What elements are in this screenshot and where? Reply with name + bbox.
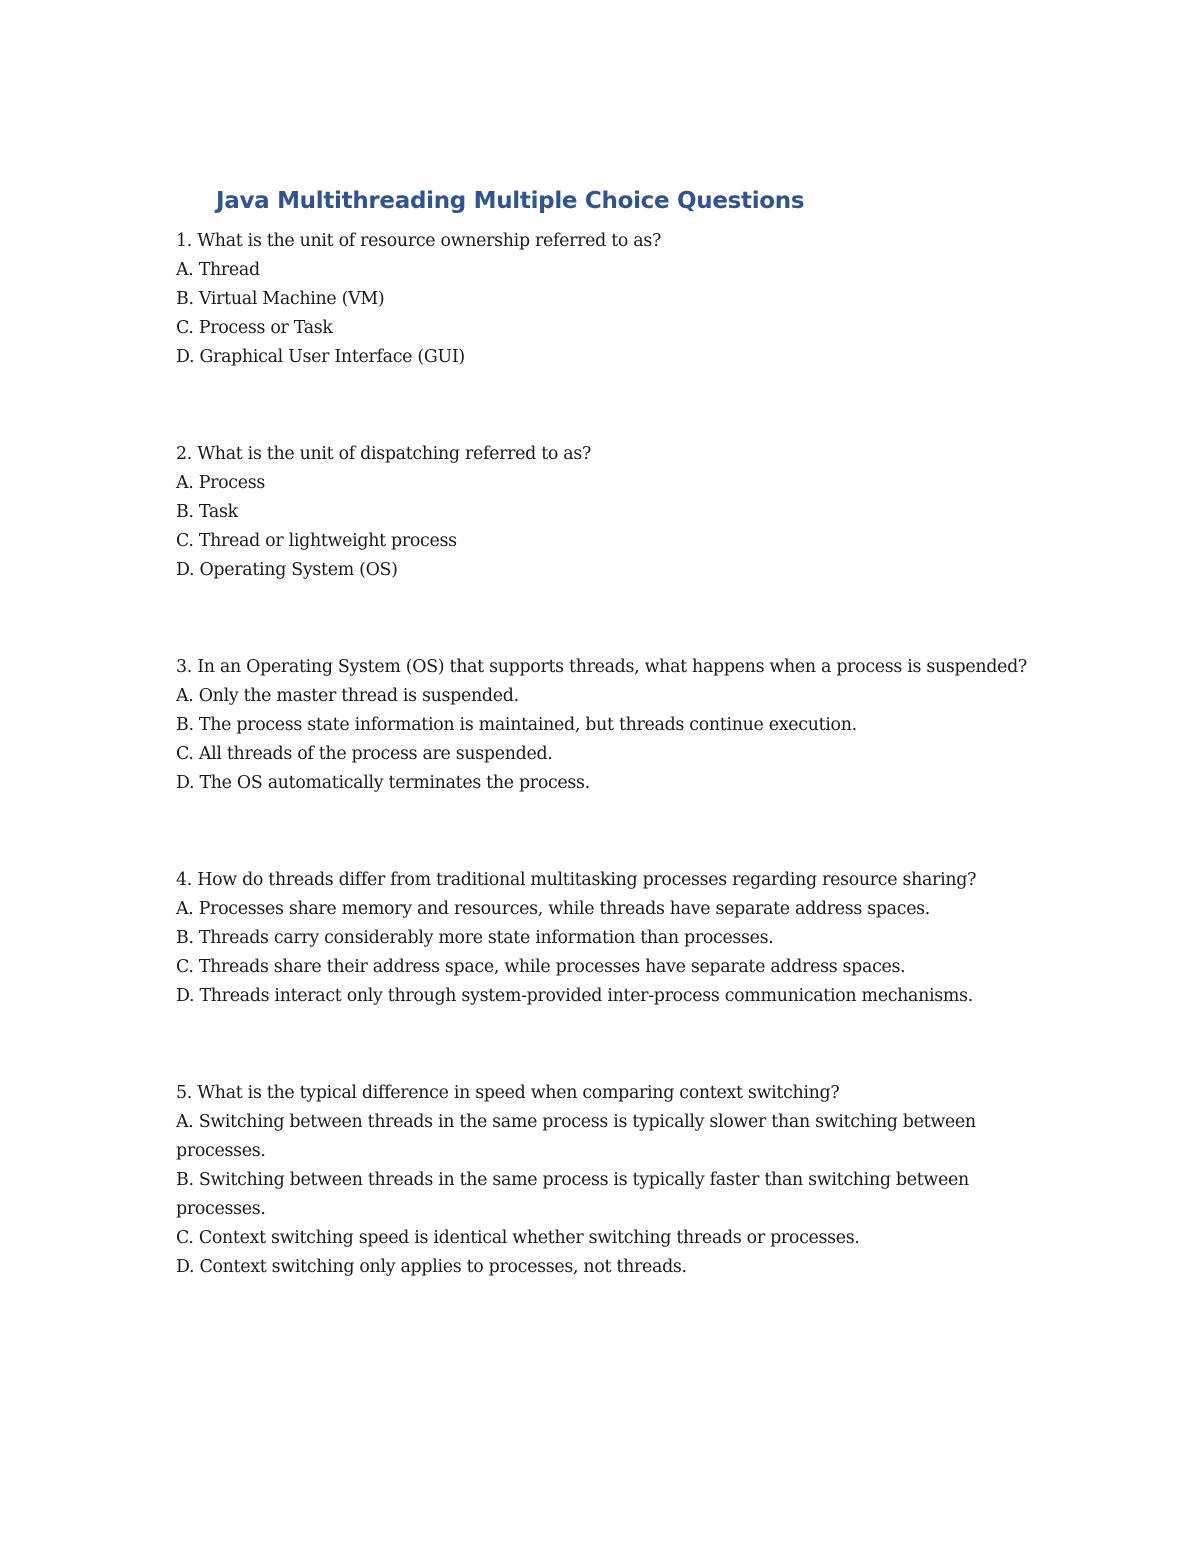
answer-option: C. Thread or lightweight process [176,531,457,551]
answer-option: C. Process or Task [176,318,333,338]
answer-option: D. Graphical User Interface (GUI) [176,347,465,367]
question-block [176,1079,1036,1282]
answer-option: D. Operating System (OS) [176,560,398,580]
question-text: 3. In an Operating System (OS) that supports threads, what happens when a process is suspended? [176,657,1027,677]
answer-option: D. Threads interact only through system-provided inter-process communication mechanisms. [176,986,973,1006]
answer-option: A. Thread [176,260,260,280]
question-block [176,866,1036,1011]
answer-option: A. Process [176,473,265,493]
answer-option: C. Context switching speed is identical whether switching threads or processes. [176,1228,860,1248]
answer-option: B. Task [176,502,238,522]
question-list [176,227,1036,1282]
answer-option: B. Threads carry considerably more state information than processes. [176,928,774,948]
question-text: 5. What is the typical difference in speed when comparing context switching? [176,1083,840,1103]
answer-option: D. The OS automatically terminates the process. [176,773,590,793]
answer-option: A. Processes share memory and resources, while threads have separate address spaces. [176,899,931,919]
answer-option: A. Switching between threads in the same process is typically slower than switching between processes. [176,1112,976,1161]
question-block [176,653,1036,798]
question-text: 4. How do threads differ from traditional multitasking processes regarding resource sharing? [176,870,977,890]
question-block [176,440,1036,585]
question-text: 1. What is the unit of resource ownership referred to as? [176,231,662,251]
answer-option: C. All threads of the process are suspended. [176,744,553,764]
answer-option: D. Context switching only applies to processes, not threads. [176,1257,687,1277]
answer-option: C. Threads share their address space, while processes have separate address spaces. [176,957,906,977]
answer-option: B. The process state information is maintained, but threads continue execution. [176,715,857,735]
answer-option: B. Virtual Machine (VM) [176,289,385,309]
answer-option: B. Switching between threads in the same process is typically faster than switching between processes. [176,1170,969,1219]
document-title: Java Multithreading Multiple Choice Questions [216,188,805,214]
answer-option: A. Only the master thread is suspended. [176,686,519,706]
question-block [176,227,1036,372]
question-text: 2. What is the unit of dispatching referred to as? [176,444,592,464]
